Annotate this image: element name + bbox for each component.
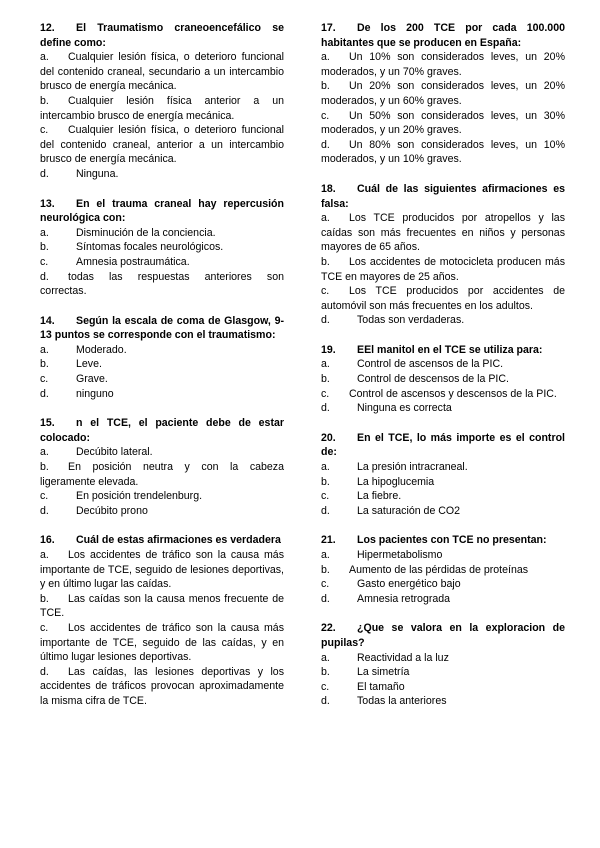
question-number: 17. xyxy=(321,22,336,34)
option-letter: c. xyxy=(321,285,330,298)
answer-options xyxy=(321,357,565,415)
question-number: 20. xyxy=(321,431,336,444)
answer-option xyxy=(321,313,565,328)
option-letter: d. xyxy=(40,504,49,517)
question-text: Cuál de las siguientes afirmaciones es falsa: xyxy=(321,182,565,210)
option-text: Grave. xyxy=(76,373,108,386)
option-letter: c. xyxy=(321,680,330,693)
option-letter: d. xyxy=(321,695,330,708)
option-letter: a. xyxy=(321,212,330,225)
answer-options xyxy=(321,50,565,167)
answer-option xyxy=(40,94,284,123)
answer-option xyxy=(321,79,565,108)
option-letter: c. xyxy=(40,373,49,386)
answer-option xyxy=(40,387,284,402)
question-block xyxy=(40,314,284,402)
right-column xyxy=(321,21,565,724)
question-title xyxy=(40,416,284,445)
answer-option xyxy=(40,50,284,94)
option-text: ninguno xyxy=(76,387,114,400)
answer-option xyxy=(321,694,565,709)
option-letter: b. xyxy=(321,563,330,576)
question-title xyxy=(40,21,284,50)
option-text: Disminución de la conciencia. xyxy=(76,226,216,239)
option-letter: a. xyxy=(321,549,330,561)
option-text: Ninguna. xyxy=(76,167,119,180)
option-letter: d. xyxy=(40,270,49,283)
answer-options xyxy=(40,226,284,299)
option-text: Las caídas son la causa menos frecuente de TCE. xyxy=(40,592,284,620)
answer-option xyxy=(321,489,565,504)
option-letter: b. xyxy=(40,94,49,107)
question-title xyxy=(40,533,284,548)
question-block xyxy=(321,431,565,519)
option-letter: b. xyxy=(40,358,49,371)
option-letter: d. xyxy=(321,138,330,151)
question-title xyxy=(321,21,565,50)
question-title xyxy=(321,533,565,548)
answer-option xyxy=(321,665,565,680)
option-text: Gasto energético bajo xyxy=(357,578,461,591)
question-text: Los pacientes con TCE no presentan: xyxy=(357,534,547,547)
question-number: 15. xyxy=(40,417,55,430)
option-text: Todas la anteriores xyxy=(357,695,447,708)
question-block xyxy=(321,343,565,416)
answer-option xyxy=(40,592,284,621)
question-text: Cuál de estas afirmaciones es verdadera xyxy=(76,534,281,547)
option-letter: b. xyxy=(40,241,49,254)
question-title xyxy=(40,314,284,343)
question-text: n el TCE, el paciente debe de estar colocado: xyxy=(40,417,284,444)
option-text: Cualquier lesión física, o deterioro funcional del contenido craneal, anterior a un intercambio brusco de energía mecánica. xyxy=(40,124,284,166)
question-text: EEl manitol en el TCE se utiliza para: xyxy=(357,343,543,356)
answer-option xyxy=(321,357,565,372)
answer-options xyxy=(321,460,565,518)
question-title xyxy=(321,621,565,650)
answer-option xyxy=(321,504,565,519)
question-number: 14. xyxy=(40,314,55,327)
option-letter: d. xyxy=(321,504,330,517)
question-text: ¿Que se valora en la exploracion de pupilas? xyxy=(321,622,565,649)
option-text: La hipoglucemia xyxy=(357,475,435,488)
option-text: Aumento de las pérdidas de proteínas xyxy=(349,563,529,576)
option-letter: b. xyxy=(40,592,49,605)
question-number: 13. xyxy=(40,197,55,210)
question-block xyxy=(40,416,284,518)
question-text: En el trauma craneal hay repercusión neurológica con: xyxy=(40,197,284,225)
answer-options xyxy=(321,211,565,328)
option-letter: c. xyxy=(321,109,330,122)
answer-option xyxy=(321,372,565,387)
answer-option xyxy=(40,445,284,460)
question-block xyxy=(321,621,565,709)
option-letter: a. xyxy=(321,651,330,664)
option-letter: c. xyxy=(40,621,49,634)
question-number: 18. xyxy=(321,182,336,195)
question-block xyxy=(321,21,565,167)
option-letter: a. xyxy=(40,343,49,356)
answer-options xyxy=(321,548,565,606)
option-text: Control de ascensos y descensos de la PIC. xyxy=(349,387,557,400)
option-text: Control de descensos de la PIC. xyxy=(357,373,509,386)
option-text: En posición trendelenburg. xyxy=(76,490,203,503)
option-text: todas las respuestas anteriores son correctas. xyxy=(40,270,284,298)
option-letter: c. xyxy=(321,387,330,400)
question-text: En el TCE, lo más importe es el control de: xyxy=(321,431,565,459)
answer-option xyxy=(40,357,284,372)
question-block xyxy=(321,533,565,606)
question-title xyxy=(40,197,284,226)
left-column xyxy=(40,21,284,724)
answer-option xyxy=(321,138,565,167)
option-text: Decúbito prono xyxy=(76,504,148,517)
option-letter: b. xyxy=(321,255,330,268)
answer-option xyxy=(321,401,565,416)
option-text: Moderado. xyxy=(76,343,127,356)
option-text: Cualquier lesión física, o deterioro funcional del contenido craneal, secundario a un intercambio brusco de energía mecánica. xyxy=(40,51,284,93)
option-text: Un 50% son considerados leves, un 30% moderados, y un 20% graves. xyxy=(321,109,565,137)
option-text: Los TCE producidos por atropellos y las caídas son más frecuentes en niños y personas mayores de 65 años. xyxy=(321,212,565,254)
option-letter: c. xyxy=(40,124,49,137)
option-text: Los accidentes de tráfico son la causa más importante de TCE, seguido de lesiones deportivas, y en último lugar las caídas. xyxy=(40,549,284,591)
answer-options xyxy=(40,343,284,401)
option-text: La fiebre. xyxy=(357,490,402,503)
question-number: 21. xyxy=(321,534,336,547)
option-text: Todas son verdaderas. xyxy=(357,314,465,327)
option-letter: a. xyxy=(321,358,330,371)
question-block xyxy=(321,182,565,328)
question-number: 19. xyxy=(321,343,336,356)
option-letter: c. xyxy=(321,490,330,503)
answer-option xyxy=(321,592,565,607)
option-letter: b. xyxy=(40,461,49,474)
question-text: El Traumatismo craneoencefálico se define como: xyxy=(40,22,284,49)
answer-option xyxy=(321,284,565,313)
option-text: Amnesia postraumática. xyxy=(76,255,190,268)
question-text: Según la escala de coma de Glasgow, 9-13 puntos se corresponde con el traumatismo: xyxy=(40,314,284,342)
answer-option xyxy=(321,109,565,138)
question-number: 16. xyxy=(40,534,55,547)
answer-option xyxy=(40,460,284,489)
option-letter: a. xyxy=(40,446,49,459)
answer-option xyxy=(40,343,284,358)
option-letter: d. xyxy=(40,665,49,678)
option-text: Un 80% son considerados leves, un 10% moderados, y un 10% graves. xyxy=(321,138,565,166)
option-text: Leve. xyxy=(76,358,102,371)
answer-option xyxy=(321,50,565,79)
option-text: Síntomas focales neurológicos. xyxy=(76,241,224,254)
answer-options xyxy=(40,50,284,181)
option-letter: b. xyxy=(321,80,330,93)
option-text: Cualquier lesión física anterior a un intercambio brusco de energía mecánica. xyxy=(40,94,284,122)
option-text: Las caídas, las lesiones deportivas y los accidentes de tráficos provocan aproximadamente la misma cifra de TCE. xyxy=(40,665,284,707)
answer-option xyxy=(40,226,284,241)
option-letter: a. xyxy=(321,461,330,474)
answer-option xyxy=(40,621,284,665)
answer-option xyxy=(40,270,284,299)
answer-option xyxy=(40,255,284,270)
answer-options xyxy=(40,548,284,709)
question-number: 12. xyxy=(40,22,55,34)
answer-option xyxy=(321,460,565,475)
answer-option xyxy=(40,167,284,182)
answer-option xyxy=(40,240,284,255)
answer-option xyxy=(40,548,284,592)
option-text: Reactividad a la luz xyxy=(357,651,449,664)
option-letter: a. xyxy=(40,226,49,239)
answer-option xyxy=(40,489,284,504)
option-letter: d. xyxy=(40,387,49,400)
option-text: Los accidentes de motocicleta producen más TCE en mayores de 25 años. xyxy=(321,255,565,283)
option-text: La simetría xyxy=(357,666,410,679)
option-text: En posición neutra y con la cabeza ligeramente elevada. xyxy=(40,461,284,488)
question-block xyxy=(40,533,284,708)
option-text: Los accidentes de tráfico son la causa más importante de TCE, seguido de las caídas, y en último lugar lesiones deportivas. xyxy=(40,621,284,664)
option-text: Un 10% son considerados leves, un 20% moderados, y un 70% graves. xyxy=(321,51,565,78)
option-letter: b. xyxy=(321,475,330,488)
option-text: Un 20% son considerados leves, un 20% moderados, y un 60% graves. xyxy=(321,80,565,107)
answer-option xyxy=(321,255,565,284)
option-letter: c. xyxy=(321,578,330,591)
option-letter: c. xyxy=(40,255,49,268)
option-letter: d. xyxy=(40,167,49,180)
question-title xyxy=(321,182,565,211)
option-text: Control de ascensos de la PIC. xyxy=(357,358,504,371)
answer-option xyxy=(40,665,284,709)
option-letter: a. xyxy=(40,51,49,64)
option-letter: d. xyxy=(321,402,330,415)
answer-option xyxy=(321,387,565,402)
option-letter: b. xyxy=(321,373,330,386)
option-letter: c. xyxy=(40,490,49,503)
answer-option xyxy=(321,577,565,592)
option-text: La saturación de CO2 xyxy=(357,504,461,517)
option-text: Hipermetabolismo xyxy=(357,549,443,561)
option-text: Los TCE producidos por accidentes de automóvil son más frecuentes en los adultos. xyxy=(321,285,565,312)
answer-options xyxy=(40,445,284,518)
answer-option xyxy=(321,548,565,563)
option-text: Amnesia retrograda xyxy=(357,592,451,605)
option-letter: a. xyxy=(321,51,330,64)
option-text: Decúbito lateral. xyxy=(76,446,153,459)
question-title xyxy=(321,431,565,460)
option-letter: b. xyxy=(321,666,330,679)
answer-options xyxy=(321,651,565,709)
option-letter: a. xyxy=(40,549,49,561)
question-block xyxy=(40,21,284,182)
option-letter: d. xyxy=(321,314,330,327)
option-letter: d. xyxy=(321,592,330,605)
answer-option xyxy=(321,563,565,578)
question-text: De los 200 TCE por cada 100.000 habitantes que se producen en España: xyxy=(321,22,565,49)
question-number: 22. xyxy=(321,622,336,635)
answer-option xyxy=(40,123,284,167)
answer-option xyxy=(321,211,565,255)
answer-option xyxy=(40,504,284,519)
question-title xyxy=(321,343,565,358)
answer-option xyxy=(321,680,565,695)
option-text: La presión intracraneal. xyxy=(357,461,468,474)
answer-option xyxy=(321,651,565,666)
answer-option xyxy=(40,372,284,387)
option-text: Ninguna es correcta xyxy=(357,402,452,415)
answer-option xyxy=(321,475,565,490)
option-text: El tamaño xyxy=(357,680,405,693)
question-block xyxy=(40,197,284,299)
